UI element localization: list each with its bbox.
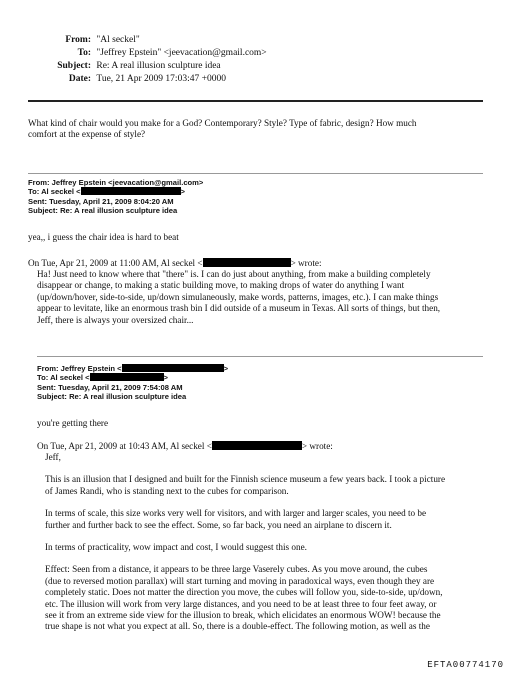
email1-header [28,178,488,216]
header-date-row [0,73,512,86]
paragraph-line: completely static. Does not matter the direction you move, the cubes will follow you, side-to-side, up/down, [45,587,443,598]
redaction-block [212,441,302,450]
header-subject-value: Re: A real illusion sculpture idea [96,61,221,71]
redaction-block [203,258,291,267]
redaction-block [90,373,164,381]
email1-quote-intro-tail: > wrote: [290,258,322,268]
message-divider [28,173,483,174]
email1-to: To: Al seckel < [28,187,81,197]
quote-line: Ha! Just need to know where that "there" is. I can do just about anything, from make a building completely [37,269,431,279]
header-subject-label: Subject: [57,61,91,71]
header-to-value: "Jeffrey Epstein" <jeevacation@gmail.com> [96,48,267,58]
quote-line: Jeff, there is always your oversized chair... [37,314,194,325]
paragraph-line: of James Randi, who is standing next to the cubes for comparison. [45,485,289,496]
email2-quote-intro-tail: > wrote: [301,441,333,451]
header-rule [28,100,483,102]
email2-header [37,364,497,402]
header-to-label: To: [77,48,91,58]
header-date-label: Date: [68,74,91,84]
paragraph-line: (due to reversed motion parallax) will start turning and moving in paradoxical ways, even though they are [45,575,435,586]
email-header [0,34,512,86]
email1-body: yea,, i guess the chair idea is hard to beat [28,232,179,242]
paragraph-line: Effect: Seen from a distance, it appears to be three large Vaserely cubes. As you move around, the cubes [45,564,428,575]
email2-from: From: Jeffrey Epstein < [37,364,122,373]
email1-sent: Sent: Tuesday, April 21, 2009 8:04:20 AM [28,196,174,206]
paragraph-line: etc. The illusion will work from very large distances, and you need to be at least three to four feet away, or [45,598,437,609]
top-message-line: comfort at the expense of style? [28,129,146,140]
header-from-label: From: [65,35,91,45]
redaction-block [122,364,224,372]
email2-to: To: Al seckel < [37,373,90,383]
quote-line: (up/down/hover, side-to-side, up/down simulaneously, make words, patterns, images, etc.). I can make things [37,291,439,302]
header-date-value: Tue, 21 Apr 2009 17:03:47 +0000 [96,74,226,84]
email2-quote [45,452,507,633]
email1-quote-intro [28,258,322,269]
bates-number: EFTA00774170 [427,660,504,670]
paragraph-line: This is an illusion that I designed and built for the Finnish science museum a few years back. I took a picture [45,474,446,485]
email2-quote-intro [37,441,333,452]
email2-subject: Subject: Re: A real illusion sculpture idea [37,392,187,402]
email1-to-tail: > [180,187,185,197]
header-from-value: "Al seckel" [96,35,140,45]
message-divider [37,356,483,357]
header-to-row [0,47,512,60]
email2-from-tail: > [223,364,229,373]
paragraph-line: further and further back to see the effect. Some, so far back, you need an airplane to discern it. [45,519,392,530]
salutation: Jeff, [45,452,61,462]
email1-quote-intro-text: On Tue, Apr 21, 2009 at 11:00 AM, Al seckel < [28,258,203,268]
paragraph-line: In terms of practicality, wow impact and cost, I would suggest this one. [45,542,307,553]
paragraph-line: true shape is not what you expect at all. So, there is a double-effect. The following motion, as well as the [45,621,430,632]
email2-to-tail: > [163,373,168,383]
email2-body: you're getting there [37,418,109,428]
email1-subject: Subject: Re: A real illusion sculpture idea [28,206,178,216]
email1-from: From: Jeffrey Epstein <jeevacation@gmail.com> [28,178,204,187]
redaction-block [81,187,181,195]
header-from-row [0,34,512,47]
email2-sent: Sent: Tuesday, April 21, 2009 7:54:08 AM [37,382,183,392]
quote-line: appear to levitate, like an enormous trash bin I did outside of a museum in Texas. All sorts of things, but then, [37,303,441,314]
paragraph-line: In terms of scale, this size works very well for visitors, and with larger and larger scales, you need to be [45,508,427,519]
header-subject-row [0,60,512,73]
email1-quote [37,269,507,326]
top-message-line: What kind of chair would you make for a God? Contemporary? Style? Type of fabric, design? How much [28,118,417,128]
email2-quote-intro-text: On Tue, Apr 21, 2009 at 10:43 AM, Al seckel < [37,441,212,451]
paragraph-line: see it from an extreme side view for the illusion to break, which elicidates an enormous WOW! because the [45,610,441,621]
top-message [28,118,498,141]
quote-line: disappear or change, to making a static building move, to making drops of water do anything I want [37,280,405,291]
